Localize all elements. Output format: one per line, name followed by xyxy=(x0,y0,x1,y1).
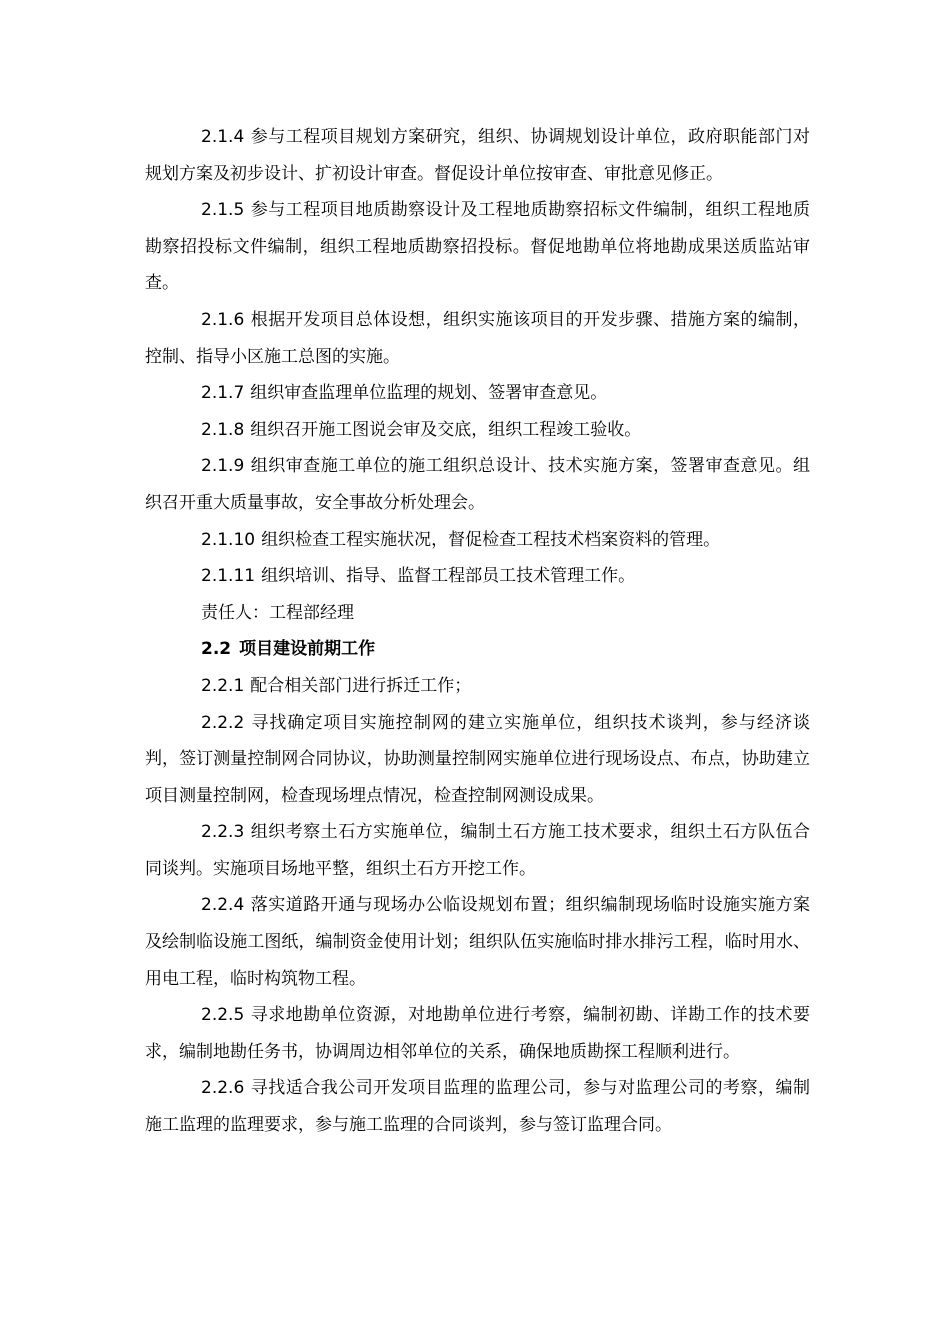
paragraph-2-1-9 xyxy=(145,448,810,521)
section-number: 2.2 xyxy=(201,639,232,660)
paragraph-text: 参与工程项目地质勘察设计及工程地质勘察招标文件编制，组织工程地质勘察招投标文件编制，组织工程地质勘察招投标。督促地勘单位将地勘成果送质监站审查。 xyxy=(145,200,810,294)
paragraph-text: 组织培训、指导、监督工程部员工技术管理工作。 xyxy=(261,566,636,587)
paragraph-2-2-2 xyxy=(145,705,810,815)
paragraph-text: 寻找确定项目实施控制网的建立实施单位，组织技术谈判，参与经济谈判，签订测量控制网合同协议，协助测量控制网实施单位进行现场设点、布点，协助建立项目测量控制网，检查现场埋点情况，检查控制网测设成果。 xyxy=(145,712,810,806)
paragraph-text: 根据开发项目总体设想，组织实施该项目的开发步骤、措施方案的编制，控制、指导小区施工总图的实施。 xyxy=(145,309,810,367)
paragraph-2-1-6 xyxy=(145,302,810,375)
paragraph-number: 2.1.11 xyxy=(201,566,256,587)
paragraph-text: 寻求地勘单位资源，对地勘单位进行考察，编制初勘、详勘工作的技术要求，编制地勘任务书，协调周边相邻单位的关系，确保地质勘探工程顺利进行。 xyxy=(145,1005,810,1062)
paragraph-text: 组织召开施工图说会审及交底，组织工程竣工验收。 xyxy=(250,419,642,440)
paragraph-2-1-4 xyxy=(145,119,810,192)
paragraph-number: 2.2.2 xyxy=(201,712,245,733)
paragraph-2-1-5 xyxy=(145,192,810,302)
paragraph-number: 2.1.8 xyxy=(201,419,245,440)
paragraph-text: 落实道路开通与现场办公临设规划布置；组织编制现场临时设施实施方案及绘制临设施工图纸，编制资金使用计划；组织队伍实施临时排水排污工程，临时用水、用电工程，临时构筑物工程。 xyxy=(145,895,810,989)
paragraph-2-2-3 xyxy=(145,814,810,887)
paragraph-number: 2.1.4 xyxy=(201,127,245,147)
paragraph-number: 2.2.3 xyxy=(201,822,245,843)
paragraph-text: 寻找适合我公司开发项目监理的监理公司，参与对监理公司的考察，编制施工监理的监理要求，参与施工监理的合同谈判，参与签订监理合同。 xyxy=(145,1078,810,1136)
paragraph-text: 组织审查施工单位的施工组织总设计、技术实施方案，签署审查意见。组织召开重大质量事故，安全事故分析处理会。 xyxy=(145,456,810,513)
paragraph-2-2-1 xyxy=(145,668,810,705)
paragraph-number: 2.1.7 xyxy=(201,383,245,404)
paragraph-2-1-10 xyxy=(145,522,810,559)
paragraph-text: 配合相关部门进行拆迁工作； xyxy=(250,675,472,696)
section-heading-2-2 xyxy=(145,631,810,668)
paragraph-2-1-8 xyxy=(145,412,810,449)
paragraph-2-2-5 xyxy=(145,997,810,1070)
paragraph-number: 2.1.5 xyxy=(201,200,245,221)
paragraph-number: 2.2.5 xyxy=(201,1005,245,1026)
paragraph-text: 责任人：工程部经理 xyxy=(201,602,354,623)
paragraph-text: 组织审查监理单位监理的规划、签署审查意见。 xyxy=(250,383,608,404)
paragraph-number: 2.2.4 xyxy=(201,895,245,916)
paragraph-2-1-11 xyxy=(145,558,810,595)
paragraph-2-1-7 xyxy=(145,375,810,412)
document-page xyxy=(145,119,810,1144)
paragraph-text: 参与工程项目规划方案研究，组织、协调规划设计单位，政府职能部门对规划方案及初步设计、扩初设计审查。督促设计单位按审查、审批意见修正。 xyxy=(145,127,810,184)
paragraph-number: 2.1.10 xyxy=(201,529,256,550)
paragraph-number: 2.2.1 xyxy=(201,675,245,696)
paragraph-number: 2.1.6 xyxy=(201,309,245,330)
paragraph-text: 组织检查工程实施状况，督促检查工程技术档案资料的管理。 xyxy=(261,529,721,550)
section-title: 项目建设前期工作 xyxy=(239,639,376,660)
responsible-person xyxy=(145,595,810,632)
paragraph-number: 2.2.6 xyxy=(201,1078,245,1099)
paragraph-2-2-4 xyxy=(145,887,810,997)
paragraph-2-2-6 xyxy=(145,1070,810,1143)
paragraph-text: 组织考察土石方实施单位，编制土石方施工技术要求，组织土石方队伍合同谈判。实施项目场地平整，组织土石方开挖工作。 xyxy=(145,822,810,879)
paragraph-number: 2.1.9 xyxy=(201,456,245,477)
